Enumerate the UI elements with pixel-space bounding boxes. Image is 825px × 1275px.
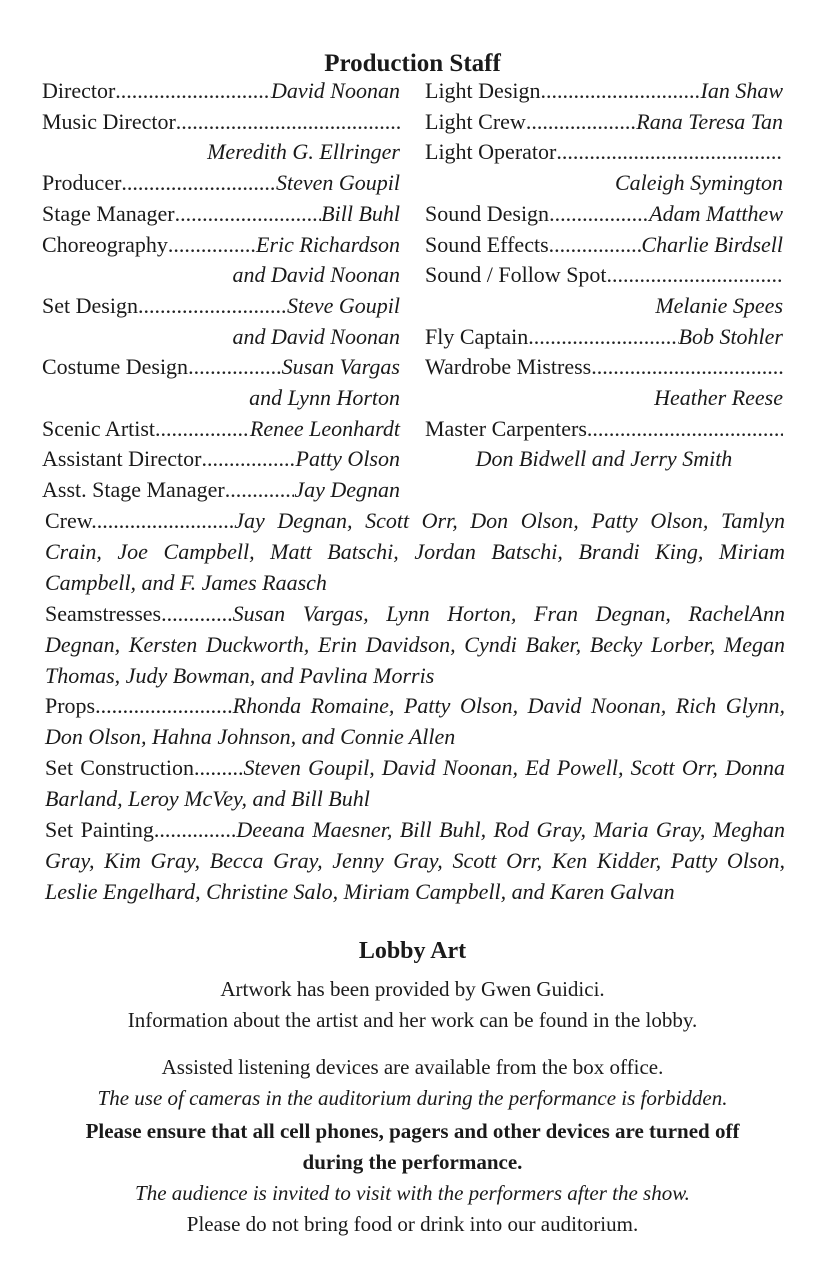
role-label: Scenic Artist <box>42 415 156 441</box>
staff-name-continued: Meredith G. Ellringer <box>207 139 400 165</box>
staff-entry <box>425 107 783 138</box>
leader-dots: ............... <box>153 817 237 843</box>
crew-entry <box>45 506 785 599</box>
crew-list <box>45 506 785 908</box>
staff-names: Jay Degnan, Scott Orr, Don Olson, Patty Olson, Tamlyn Crain, Joe Campbell, Matt Batschi, Jordan Batschi, Brandi King, Miriam Campbell, and F. James Raasch <box>45 508 785 595</box>
staff-name: Steve Goupil <box>286 292 400 318</box>
staff-entry <box>42 107 400 168</box>
staff-names: Rhonda Romaine, Patty Olson, David Noonan, Rich Glynn, Don Olson, Hahna Johnson, and Connie Allen <box>45 693 785 750</box>
role-label: Set Design <box>42 292 138 318</box>
staff-name: Ian Shaw <box>700 78 783 103</box>
crew-entry <box>45 599 785 692</box>
staff-name: Adam Matthew <box>649 200 783 226</box>
role-label: Asst. Stage Manager <box>42 477 225 503</box>
staff-name: Rana Teresa Tan <box>636 108 783 134</box>
staff-entry <box>42 444 400 475</box>
role-label: Sound Effects <box>425 231 549 257</box>
leader-dots: ......... <box>193 755 244 781</box>
staff-entry <box>42 475 400 506</box>
staff-name-continued: Heather Reese <box>654 385 783 411</box>
role-label: Set Construction <box>45 755 194 781</box>
staff-entry <box>42 291 400 352</box>
staff-entry <box>425 76 783 107</box>
staff-name: Patty Olson <box>295 446 400 472</box>
role-label: Producer <box>42 170 122 196</box>
role-label: Master Carpenters <box>425 415 587 441</box>
role-label: Music Director <box>42 108 176 134</box>
staff-entry <box>42 168 400 199</box>
staff-entry <box>425 414 783 475</box>
staff-entry <box>42 414 400 445</box>
staff-name: Bob Stohler <box>678 323 783 349</box>
role-label: Light Design <box>425 78 541 103</box>
staff-name: Bill Buhl <box>321 200 400 226</box>
phones-notice: Please ensure that all cell phones, pagers and other devices are turned off during the performance. <box>85 1119 740 1174</box>
role-label: Sound Design <box>425 200 550 226</box>
staff-name-continued: and David Noonan <box>232 262 400 288</box>
crew-entry <box>45 691 785 753</box>
staff-name: Charlie Birdsell <box>641 231 783 257</box>
staff-name-continued: and David Noonan <box>232 323 400 349</box>
lobby-art-heading: Lobby Art <box>358 938 467 964</box>
role-label: Seamstresses <box>45 600 162 626</box>
staff-name: Renee Leonhardt <box>249 415 400 441</box>
staff-entry <box>42 230 400 291</box>
staff-name: David Noonan <box>271 78 400 103</box>
staff-name: Susan Vargas <box>281 354 400 380</box>
staff-names: Steven Goupil, David Noonan, Ed Powell, Scott Orr, Donna Barland, Leroy McVey, and Bill Buhl <box>45 755 786 812</box>
leader-dots: ............. <box>161 600 233 626</box>
staff-column-left <box>42 76 400 506</box>
role-label: Wardrobe Mistress <box>425 354 592 380</box>
lobby-art-text <box>40 974 785 1036</box>
staff-entry <box>425 260 783 321</box>
staff-entry <box>425 199 783 230</box>
role-label: Light Operator <box>425 139 557 165</box>
staff-entry <box>425 322 783 353</box>
staff-name-continued: Don Bidwell and Jerry Smith <box>475 446 733 472</box>
role-label: Assistant Director <box>42 446 202 472</box>
role-label: Fly Captain <box>425 323 529 349</box>
role-label: Stage Manager <box>42 200 175 226</box>
staff-entry <box>42 76 400 107</box>
staff-entry <box>425 230 783 261</box>
staff-name-continued: and Lynn Horton <box>249 385 400 411</box>
role-label: Set Painting <box>45 817 154 843</box>
role-label: Crew <box>45 508 92 533</box>
staff-entry <box>425 137 783 198</box>
staff-entry <box>425 352 783 413</box>
page-title: Production Staff <box>324 50 501 77</box>
food-notice: Please do not bring food or drink into our auditorium. <box>186 1212 639 1236</box>
role-label: Choreography <box>42 231 168 257</box>
staff-name-continued: Melanie Spees <box>655 292 783 318</box>
leader-dots: .......................... <box>91 508 235 533</box>
crew-entry <box>45 815 785 908</box>
staff-name: Eric Richardson <box>256 231 400 257</box>
role-label: Sound / Follow Spot <box>425 262 607 288</box>
crew-entry <box>45 753 785 815</box>
leader-dots: ......................... <box>95 693 233 719</box>
camera-notice: The use of cameras in the auditorium during the performance is forbidden. <box>97 1086 728 1110</box>
role-label: Costume Design <box>42 354 189 380</box>
staff-name: Steven Goupil <box>275 170 400 196</box>
lobby-line: Information about the artist and her work can be found in the lobby. <box>127 1008 698 1032</box>
staff-column-right <box>425 76 783 475</box>
staff-name: Jay Degnan <box>294 477 400 503</box>
staff-names: Deeana Maesner, Bill Buhl, Rod Gray, Maria Gray, Meghan Gray, Kim Gray, Becca Gray, Jenny Gray, Scott Orr, Ken Kidder, Patty Olson, Leslie Engelhard, Christine Salo, Miriam Campbell, and Karen Galvan <box>45 817 785 904</box>
listening-notice: Assisted listening devices are available from the box office. <box>161 1055 664 1079</box>
visit-notice: The audience is invited to visit with the performers after the show. <box>135 1181 690 1205</box>
staff-entry <box>42 199 400 230</box>
staff-entry <box>42 352 400 413</box>
role-label: Props <box>45 693 96 719</box>
lobby-line: Artwork has been provided by Gwen Guidici. <box>220 977 605 1001</box>
role-label: Director <box>42 78 116 103</box>
staff-name-continued: Caleigh Symington <box>614 170 783 196</box>
notices <box>40 1052 785 1240</box>
role-label: Light Crew <box>425 108 526 134</box>
staff-names: Susan Vargas, Lynn Horton, Fran Degnan, RachelAnn Degnan, Kersten Duckworth, Erin Davidson, Cyndi Baker, Becky Lorber, Megan Thomas, Judy Bowman, and Pavlina Morris <box>45 600 785 688</box>
